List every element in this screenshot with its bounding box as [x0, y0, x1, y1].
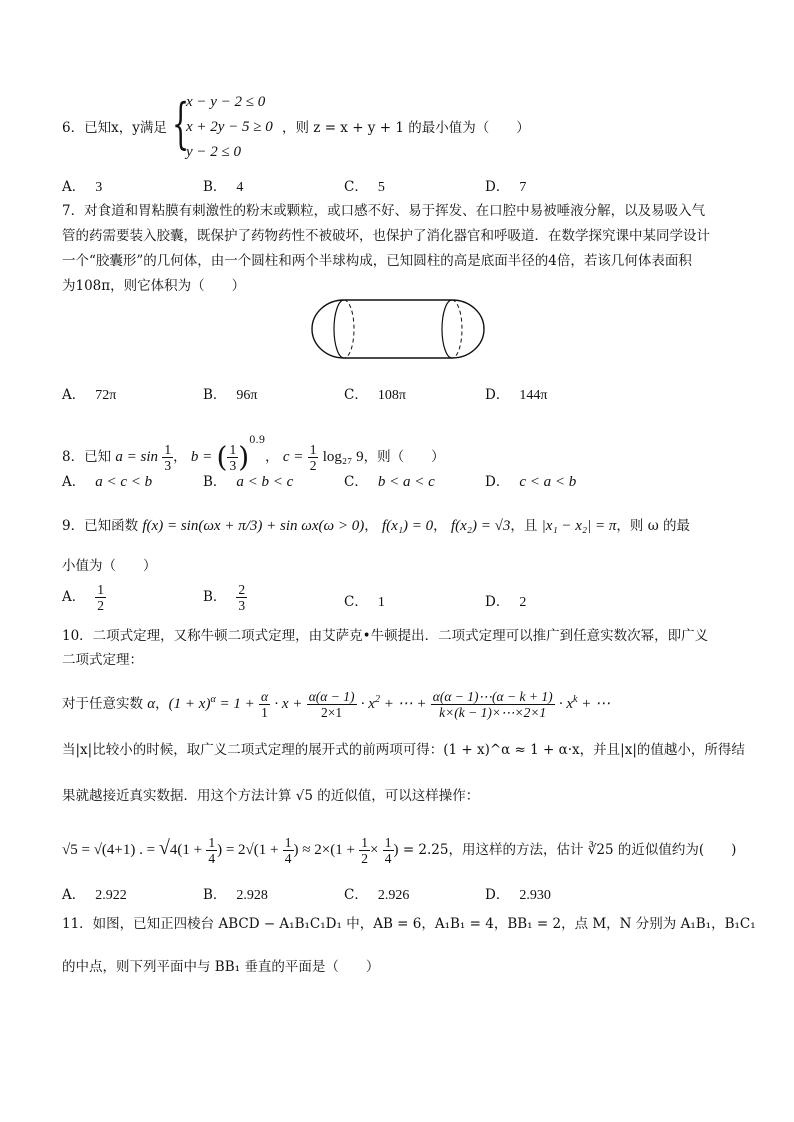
q8-c-log: log₂₇ 9: [322, 449, 364, 465]
q8-option-d[interactable]: D． c < a < b: [485, 474, 577, 490]
q10-line-3: 当|x|比较小的时候，取广义二项式定理的展开式的前两项可得：(1 + x)^α ≈ 1 + α·x，并且|x|的值越小，所得结: [62, 742, 745, 758]
capsule-figure: [308, 296, 488, 362]
q8-line: 8．已知 a = sin $\frac{1}{3}$ ， b = ( $\frac{1}{3}$ )$^{0.9}$， c = $\frac{1}{2}$ log₂₇ 9，则（ ）: [62, 435, 445, 474]
q9-option-a[interactable]: A． $\frac{1}{2}$: [62, 582, 104, 613]
q7-option-c[interactable]: C． 108π: [344, 387, 406, 403]
q8-b-expr: b =: [190, 449, 213, 465]
q6-option-d[interactable]: D． 7: [485, 179, 527, 195]
q6-option-c[interactable]: C． 5: [344, 179, 385, 195]
q6-option-b[interactable]: B． 4: [203, 179, 244, 195]
q6-prefix: 6．已知x，y满足: [62, 120, 167, 136]
q7-line-4: 为108π，则它体积为（ ）: [62, 278, 246, 294]
q8-option-a[interactable]: A． a < c < b: [62, 474, 153, 490]
q7-line-3: 一个“胶囊形”的几何体，由一个圆柱和两个半球构成，已知圆柱的高是底面半径的4倍，若该几何体表面积: [62, 253, 692, 269]
q7-option-a[interactable]: A． 72π: [62, 387, 117, 403]
q10-option-b[interactable]: B． 2.928: [203, 887, 268, 903]
q9-option-b[interactable]: B． $\frac{2}{3}$: [203, 582, 246, 613]
q6-constraint-3: y − 2 ≤ 0: [186, 144, 242, 160]
q10-line-1: 10．二项式定理，又称牛顿二项式定理，由艾萨克•牛顿提出．二项式定理可以推广到任意实数次幂，即广义: [62, 628, 709, 644]
q11-line-2: 的中点，则下列平面中与 BB₁ 垂直的平面是（ ）: [62, 959, 380, 975]
q9-line-1: 9．已知函数 f(x) = sin(ωx + π/3) + sin ωx(ω > 0)， f(x₁) = 0， f(x₂) = √3，且 |x₁ − x₂| = π，则 ω 的最: [62, 518, 691, 534]
q10-formula: 对于任意实数 α，$(1 + x)^\alpha = 1$ + $\frac{\alpha}{1}$ · x + $\frac{\alpha(\alpha - 1)}{2\times 1}$ · $x^2$ + ⋯ + $\frac{\alpha(\alpha - 1)\cdots(\alpha - k + 1)}{k\times(k - 1)\times\cdots\times 2\times 1}$ · $x^k$ + ⋯: [62, 689, 611, 720]
q9-cond-2: f(x₂) = √3: [450, 518, 511, 534]
q7-option-d[interactable]: D． 144π: [485, 387, 548, 403]
q8-c-expr: c =: [282, 449, 304, 465]
q6-suffix: ，则 z = x + y + 1 的最小值为（ ）: [282, 120, 530, 136]
q9-option-c[interactable]: C． 1: [344, 594, 385, 610]
q8-option-c[interactable]: C． b < a < c: [344, 474, 435, 490]
q6-constraint-2: x + 2y − 5 ≥ 0: [186, 119, 273, 135]
q10-line-4: 果就越接近真实数据．用这个方法计算 √5 的近似值，可以这样操作：: [62, 788, 480, 804]
q9-function: f(x) = sin(ωx + π/3) + sin ωx(ω > 0): [142, 518, 365, 534]
q10-option-a[interactable]: A． 2.922: [62, 887, 127, 903]
q6-constraint-1: x − y − 2 ≤ 0: [186, 94, 266, 110]
q10-option-d[interactable]: D． 2.930: [485, 887, 551, 903]
q10-sqrt5-derivation: √5 = √(4+1) . = √4(1 + $\frac{1}{4}$ ) = 2√(1 + $\frac{1}{4}$ ) ≈ 2×(1 + $\frac{1}{2}$ × $\frac{1}{4}$ ) = 2.25，用这样的方法，估计 ∛25 的近似值约为( ): [62, 835, 737, 866]
q9-cond-3: |x₁ − x₂| = π: [541, 518, 617, 534]
system-brace: {: [172, 92, 190, 155]
q7-line-1: 7．对食道和胃粘膜有刺激性的粉末或颗粒，或口感不好、易于挥发、在口腔中易被唾液分解，以及易吸入气: [62, 203, 706, 219]
q7-line-2: 管的药需要装入胶囊，既保护了药物药性不被破坏，也保护了消化器官和呼吸道．在数学探究课中某同学设计: [62, 228, 710, 244]
q7-option-b[interactable]: B． 96π: [203, 387, 258, 403]
q8-b-exponent: 0.9: [249, 435, 266, 446]
q10-line-2: 二项式定理：: [62, 652, 143, 668]
q9-line-2: 小值为（ ）: [62, 558, 157, 574]
q8-a-expr: a = sin: [115, 449, 159, 465]
q11-line-1: 11．如图，已知正四棱台 ABCD − A₁B₁C₁D₁ 中，AB = 6，A₁B₁ = 4，BB₁ = 2，点 M，N 分别为 A₁B₁，B₁C₁: [62, 916, 756, 932]
q9-option-d[interactable]: D． 2: [485, 594, 527, 610]
q8-option-b[interactable]: B． a < b < c: [203, 474, 294, 490]
q6-option-a[interactable]: A． 3: [62, 179, 103, 195]
q8-a-frac: $\frac{1}{3}$: [164, 442, 172, 473]
q9-cond-1: f(x₁) = 0: [382, 518, 434, 534]
q10-option-c[interactable]: C． 2.926: [344, 887, 410, 903]
